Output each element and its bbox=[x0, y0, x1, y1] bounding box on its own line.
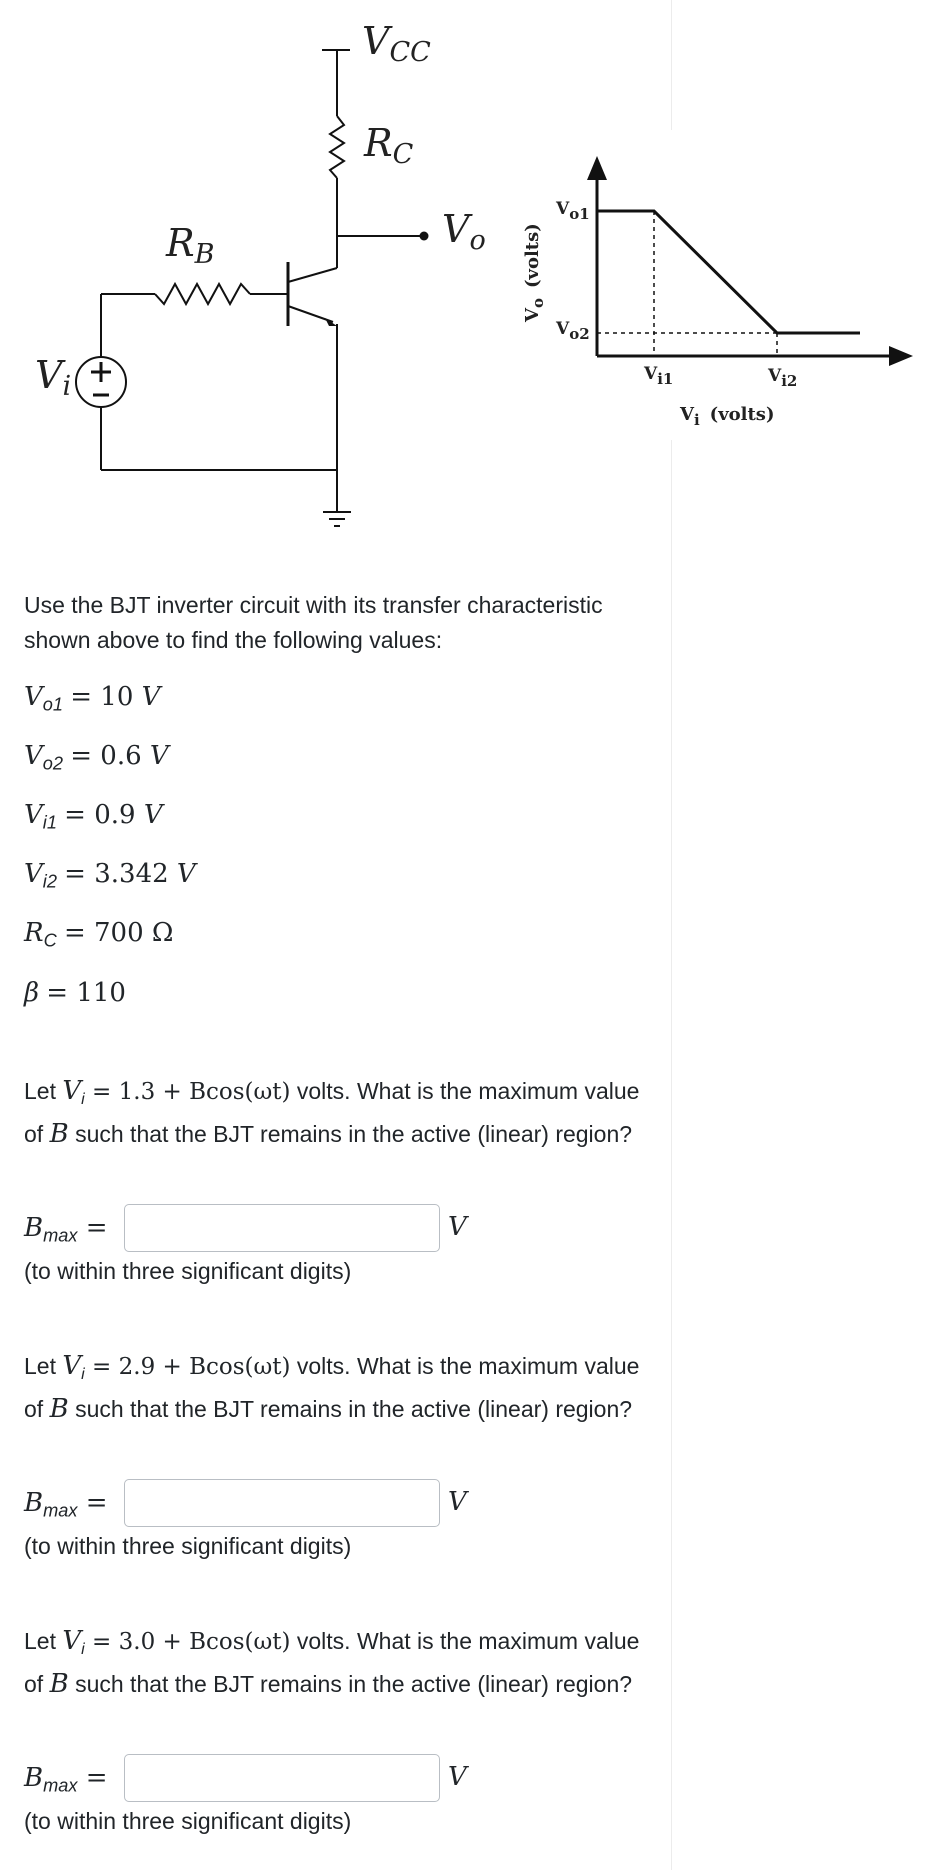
given-vo2: $V_{o2} = 0.6$ V bbox=[24, 741, 169, 774]
vo2-label: Vo2 bbox=[556, 319, 590, 343]
given-rc: $R_C = 700$ Ω bbox=[24, 918, 174, 951]
rb-label: RB bbox=[166, 221, 215, 270]
x-axis-arrow-icon bbox=[889, 346, 913, 366]
rc-resistor bbox=[330, 116, 344, 178]
y-axis-arrow-icon bbox=[587, 156, 607, 180]
bmax-input-3[interactable] bbox=[124, 1754, 440, 1802]
given-vi1: $V_{i1} = 0.9$ V bbox=[24, 800, 163, 833]
vi2-label: Vi2 bbox=[768, 366, 798, 390]
emitter-arrow-icon bbox=[325, 318, 337, 326]
transfer-graph bbox=[522, 156, 913, 429]
bmax-input-2[interactable] bbox=[124, 1479, 440, 1527]
x-axis-label: $V_i$ (volts) bbox=[680, 404, 775, 429]
vi-label: Vi bbox=[35, 353, 72, 402]
answer-row-3 bbox=[24, 1754, 484, 1804]
precision-hint-2: (to within three significant digits) bbox=[24, 1533, 352, 1559]
given-vi2: $V_{i2} = 3.342$ V bbox=[24, 859, 196, 892]
transfer-curve bbox=[597, 211, 860, 333]
bmax-input-1[interactable] bbox=[124, 1204, 440, 1252]
given-beta: β = 110 bbox=[24, 978, 126, 1008]
given-vo1: $V_{o1} = 10$ V bbox=[24, 682, 161, 715]
transistor-collector bbox=[288, 268, 337, 282]
vi1-label: Vi1 bbox=[644, 364, 674, 388]
bmax-unit-2: V bbox=[448, 1487, 467, 1517]
rb-resistor bbox=[155, 284, 250, 304]
rc-label: RC bbox=[364, 121, 414, 170]
bmax-label-3: $B_{max}$ = bbox=[24, 1763, 108, 1796]
precision-hint-3: (to within three significant digits) bbox=[24, 1808, 352, 1834]
source-polarity bbox=[91, 362, 111, 395]
problem-intro: Use the BJT inverter circuit with its transfer characteristic shown above to find the following values: bbox=[24, 592, 603, 653]
question-1: Let $V_i = 1.3 + Bcos(\omega t)$ volts. What is the maximum value of B such that the BJT remains in the active (linear) region? bbox=[24, 1076, 640, 1149]
output-node bbox=[420, 232, 429, 241]
vcc-label: VCC bbox=[362, 19, 431, 68]
circuit-figure bbox=[0, 0, 933, 560]
vo-label: Vo bbox=[442, 207, 486, 256]
y-axis-label: $V_o(volts)$ bbox=[522, 223, 547, 322]
precision-hint-1: (to within three significant digits) bbox=[24, 1258, 352, 1284]
bmax-label-1: $B_{max}$ = bbox=[24, 1213, 108, 1246]
bmax-label-2: $B_{max}$ = bbox=[24, 1488, 108, 1521]
vo1-label: Vo1 bbox=[556, 199, 590, 223]
answer-row-2 bbox=[24, 1479, 484, 1529]
bmax-unit-1: V bbox=[448, 1212, 467, 1242]
answer-row-1 bbox=[24, 1204, 484, 1254]
bmax-unit-3: V bbox=[448, 1762, 467, 1792]
question-2: Let $V_i = 2.9 + Bcos(\omega t)$ volts. What is the maximum value of B such that the BJT remains in the active (linear) region? bbox=[24, 1351, 640, 1424]
question-3: Let $V_i = 3.0 + Bcos(\omega t)$ volts. What is the maximum value of B such that the BJT remains in the active (linear) region? bbox=[24, 1626, 640, 1699]
